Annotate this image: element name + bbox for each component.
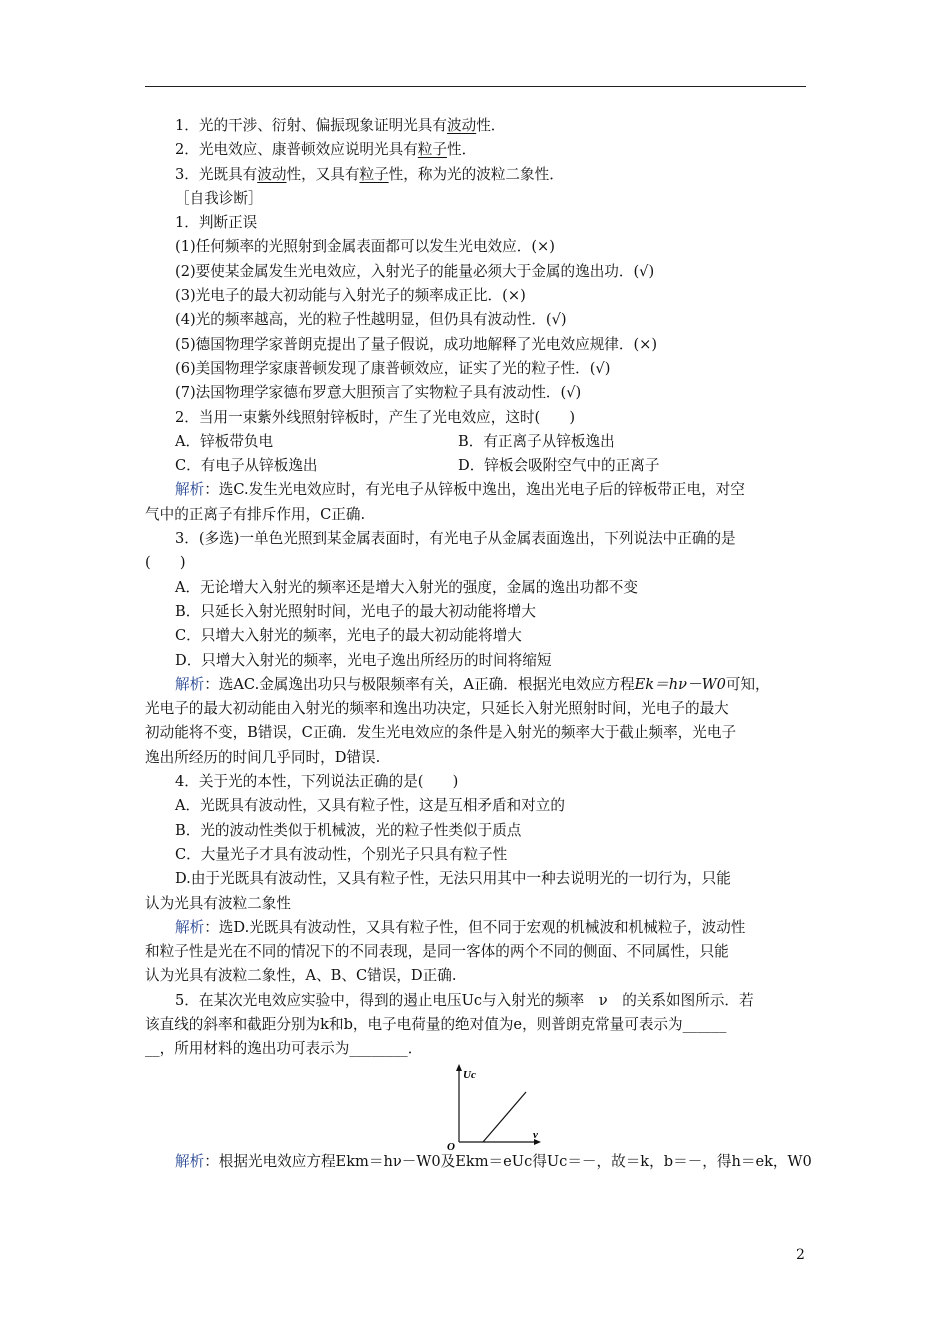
q4-option-c: C．大量光子才具有波动性，个别光子只具有粒子性 — [175, 845, 508, 863]
q3-analysis: 解析：选AC.金属逸出功只与极限频率有关，A正确．根据光电效应方程Ek＝hν－W0可知， — [175, 675, 770, 693]
q3-option-a: A．无论增大入射光的频率还是增大入射光的强度，金属的逸出功都不变 — [175, 578, 638, 596]
q2-option-c: C．有电子从锌板逸出 — [175, 457, 318, 475]
q3-stem: 3．(多选)一单色光照到某金属表面时，有光电子从金属表面逸出，下列说法中正确的是 — [175, 530, 736, 548]
q1-item: (4)光的频率越高，光的粒子性越明显，但仍具有波动性．(√) — [175, 311, 567, 329]
summary-line-1: 1．光的干涉、衍射、偏振现象证明光具有波动性． — [175, 117, 506, 134]
q4-stem: 4．关于光的本性，下列说法正确的是( ) — [175, 773, 459, 791]
self-check-title: ［自我诊断］ — [175, 189, 263, 207]
q1-item: (6)美国物理学家康普顿发现了康普顿效应，证实了光的粒子性．(√) — [175, 359, 611, 377]
summary-line-3: 3．光既具有波动性，又具有粒子性，称为光的波粒二象性． — [175, 165, 564, 183]
q3-analysis-cont: 初动能将不变，B错误，C正确．发生光电效应的条件是入射光的频率大于截止频率，光电子 — [145, 724, 737, 742]
q1-title: 1．判断正误 — [175, 214, 258, 232]
q2-analysis: 解析：选C.发生光电效应时，有光电子从锌板中逸出，逸出光电子后的锌板带正电，对空 — [175, 481, 745, 499]
q2-option-a: A．锌板带负电 — [175, 432, 274, 450]
graph-svg — [445, 1062, 555, 1150]
analysis-label: 解析 — [175, 481, 205, 499]
q5-stem-cont: 该直线的斜率和截距分别为k和b，电子电荷量的绝对值为e，则普朗克常量可表示为______ — [145, 1015, 727, 1033]
q4-analysis-cont: 和粒子性是光在不同的情况下的不同表现，是同一客体的两个不同的侧面、不同属性，只能 — [145, 943, 729, 961]
q1-item: (3)光电子的最大初动能与入射光子的频率成正比．(×) — [175, 287, 526, 305]
q4-option-d: D.由于光既具有波动性，又具有粒子性，无法只用其中一种去说明光的一切行为，只能 — [175, 870, 731, 888]
data-line — [483, 1092, 526, 1142]
q3-stem-cont: ( ) — [145, 554, 186, 572]
q4-option-d-cont: 认为光具有波粒二象性 — [145, 894, 291, 912]
q1-item: (5)德国物理学家普朗克提出了量子假说，成功地解释了光电效应规律．(×) — [175, 335, 658, 353]
document-body — [145, 114, 810, 1174]
q2-stem: 2．当用一束紫外线照射锌板时，产生了光电效应，这时( ) — [175, 408, 576, 426]
analysis-label: 解析 — [175, 918, 205, 936]
q3-option-b: B．只延长入射光照射时间，光电子的最大初动能将增大 — [175, 602, 536, 620]
uc-nu-graph — [145, 1062, 810, 1150]
summary-line-2: 2．光电效应、康普顿效应说明光具有粒子性． — [175, 141, 477, 159]
q4-option-b: B．光的波动性类似于机械波，光的粒子性类似于质点 — [175, 821, 522, 839]
y-axis-label: Uc — [463, 1068, 476, 1081]
q3-analysis-cont: 光电子的最大初动能由入射光的频率和逸出功决定，只延长入射光照射时间，光电子的最大 — [145, 700, 729, 718]
analysis-label: 解析 — [175, 675, 205, 693]
q1-item: (2)要使某金属发生光电效应，入射光子的能量必须大于金属的逸出功．(√) — [175, 262, 655, 280]
q1-item: (7)法国物理学家德布罗意大胆预言了实物粒子具有波动性．(√) — [175, 384, 582, 402]
q2-option-d: D．锌板会吸附空气中的正离子 — [458, 457, 660, 475]
y-axis-arrow — [456, 1064, 462, 1071]
q2-analysis-cont: 气中的正离子有排斥作用，C正确. — [145, 505, 366, 523]
q4-analysis-cont: 认为光具有波粒二象性，A、B、C错误，D正确. — [145, 967, 457, 985]
analysis-label: 解析 — [175, 1152, 205, 1170]
q3-formula: Ek＝hν－W0 — [634, 675, 726, 693]
origin-label: O — [447, 1140, 455, 1150]
x-axis-label: ν — [533, 1128, 538, 1141]
q5-analysis: 解析：根据光电效应方程Ekm＝hν－W0及Ekm＝eUc得Uc＝－，故＝k，b＝－，得h＝ek，W0 — [175, 1152, 812, 1170]
q3-option-d: D．只增大入射光的频率，光电子逸出所经历的时间将缩短 — [175, 651, 552, 669]
q3-analysis-cont: 逸出所经历的时间几乎同时，D错误. — [145, 748, 381, 766]
q2-options-row-1 — [145, 430, 810, 454]
header-rule — [145, 86, 806, 87]
q3-option-c: C．只增大入射光的频率，光电子的最大初动能将增大 — [175, 627, 522, 645]
q1-item: (1)任何频率的光照射到金属表面都可以发生光电效应．(×) — [175, 238, 555, 256]
q2-options-row-2 — [145, 454, 810, 478]
page-number: 2 — [796, 1247, 805, 1263]
q5-stem-cont: __，所用材料的逸出功可表示为________． — [145, 1040, 423, 1058]
q5-stem: 5．在某次光电效应实验中，得到的遏止电压Uc与入射光的频率 ν 的关系如图所示．若 — [175, 991, 754, 1009]
q2-option-b: B．有正离子从锌板逸出 — [458, 432, 615, 450]
q4-analysis: 解析：选D.光既具有波动性，又具有粒子性，但不同于宏观的机械波和机械粒子，波动性 — [175, 918, 746, 936]
q4-option-a: A．光既具有波动性，又具有粒子性，这是互相矛盾和对立的 — [175, 797, 565, 815]
